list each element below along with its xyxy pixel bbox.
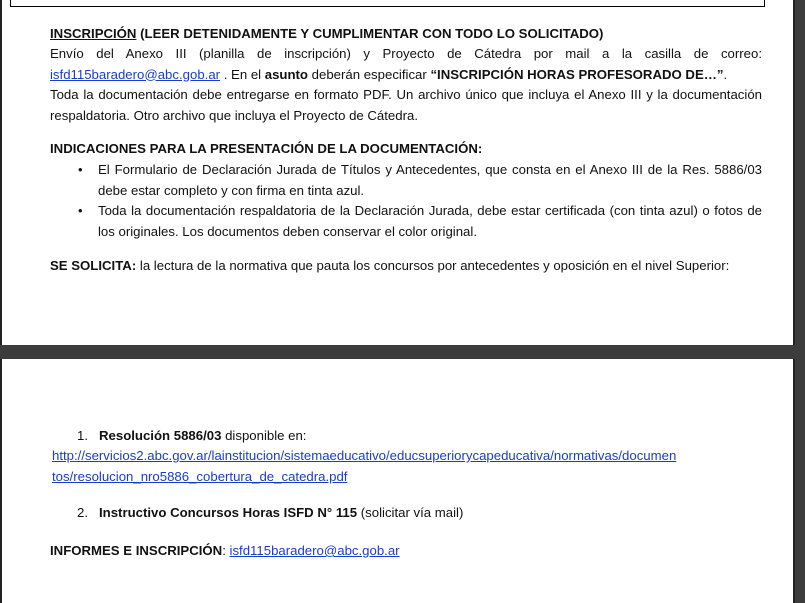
se-solicita-text: la lectura de la normativa que pauta los concursos por antecedentes y oposición en el nivel Superior: [136, 258, 730, 273]
url-line-1: http://servicios2.abc.gov.ar/lainstitucion/sistemaeducativo/educsuperiorycapeducativa/normativas/documen [52, 448, 677, 463]
bullet-text: El Formulario de Declaración Jurada de Títulos y Antecedentes, que consta en el Anexo III de la Res. 5886/03 debe estar completo y con firma en tinta azul. [98, 162, 762, 198]
envio-text: Envío del Anexo III (planilla de inscripción) y Proyecto de Cátedra por mail a la casilla de correo: [50, 46, 762, 61]
envio-paragraph [50, 44, 762, 85]
document-page-2 [0, 359, 795, 603]
bullet-text: Toda la documentación respaldatoria de la Declaración Jurada, debe estar certificada (con tinta azul) o fotos de los originales. Los documentos deben conservar el color original. [98, 203, 762, 239]
resolution-url [52, 446, 764, 487]
informes-line [50, 541, 762, 562]
inscripcion-heading-title: INSCRIPCIÓN [50, 26, 137, 41]
email-link[interactable]: isfd115baradero@abc.gob.ar [50, 66, 221, 82]
bullet-icon: • [78, 203, 83, 218]
resolution-url-link[interactable] [52, 448, 676, 484]
asunto-pre: . En el [220, 66, 265, 82]
pdf-paragraph [50, 85, 762, 126]
indicaciones-heading: INDICACIONES PARA LA PRESENTACIÓN DE LA DOCUMENTACIÓN: [50, 141, 483, 156]
url-line-2: tos/resolucion_nro5886_cobertura_de_catedra.pdf [52, 468, 348, 484]
informes-label: INFORMES E INSCRIPCIÓN [50, 543, 223, 558]
item-title: Instructivo Concursos Horas ISFD N° 115 [99, 505, 358, 520]
indicaciones-list [50, 160, 762, 242]
se-solicita-label: SE SOLICITA: [50, 258, 137, 273]
item-rest: (solicitar vía mail) [357, 505, 464, 520]
table-border-remnant [10, 0, 765, 7]
list-item [50, 201, 762, 242]
se-solicita-paragraph [50, 256, 762, 277]
item-number: 2. [77, 505, 88, 520]
pdf-text: Toda la documentación debe entregarse en formato PDF. Un archivo único que incluya el Anexo III y la documentación respaldatoria. Otro archivo que incluya el Proyecto de Cátedra. [50, 87, 762, 123]
inscripcion-heading [50, 24, 762, 45]
item-rest: disponible en: [221, 428, 307, 443]
bullet-icon: • [78, 162, 83, 177]
asunto-subject: “INSCRIPCIÓN HORAS PROFESORADO DE…” [430, 66, 724, 82]
list-item [50, 160, 762, 201]
asunto-end: . [723, 66, 728, 82]
numbered-item-1 [50, 426, 762, 447]
informes-email-link[interactable]: isfd115baradero@abc.gob.ar [229, 543, 400, 558]
asunto-mid: deberán especificar [308, 66, 431, 82]
informes-colon: : [222, 543, 226, 558]
asunto-word: asunto [264, 66, 308, 82]
numbered-item-2 [50, 503, 762, 524]
inscripcion-heading-note: (LEER DETENIDAMENTE Y CUMPLIMENTAR CON TODO LO SOLICITADO) [136, 26, 604, 41]
item-number: 1. [77, 428, 88, 443]
item-title: Resolución 5886/03 [99, 428, 222, 443]
